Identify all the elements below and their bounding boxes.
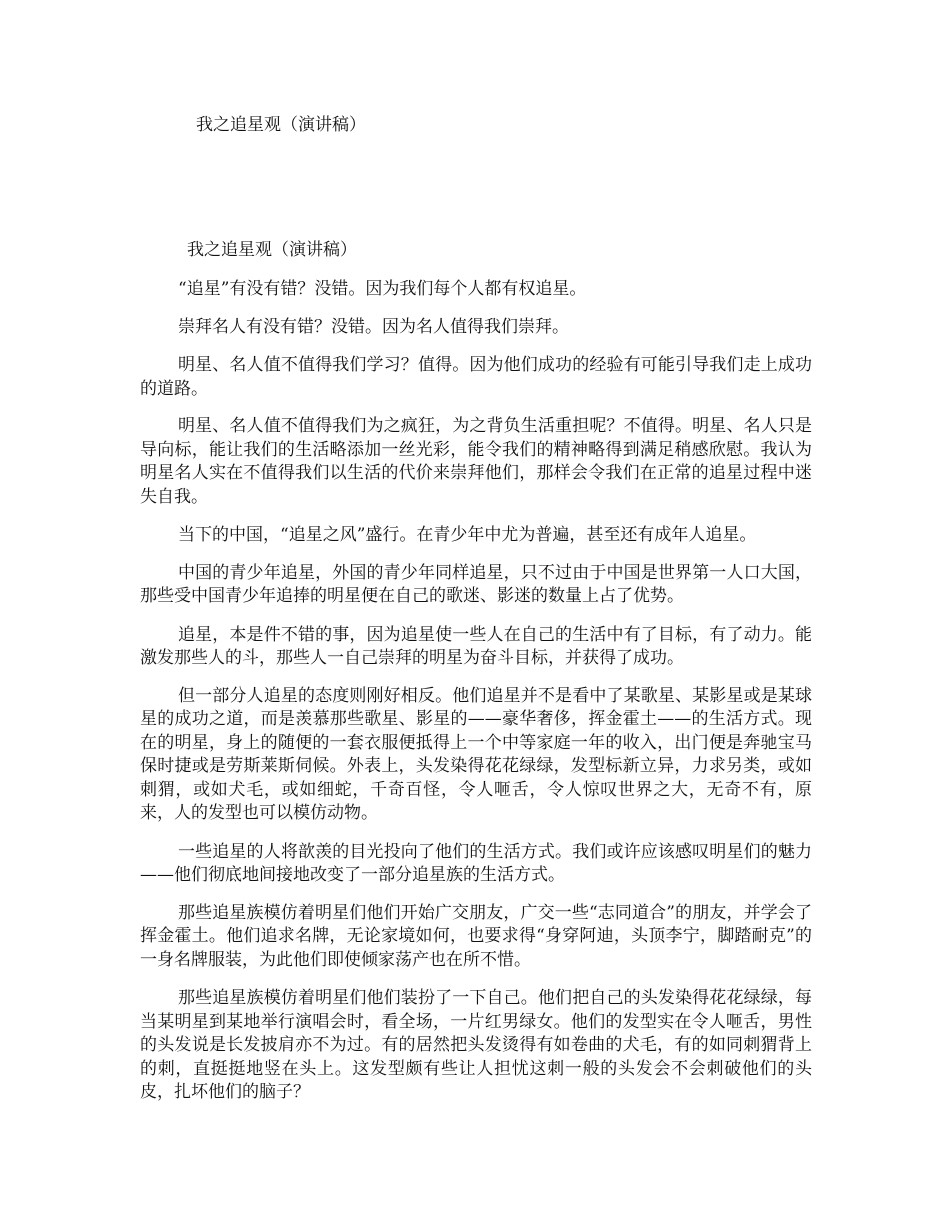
document-title-body: 我之追星观（演讲稿） [187,240,357,260]
document-title-top: 我之追星观（演讲稿） [196,115,366,135]
paragraph-3: 明星、名人值不值得我们学习？值得。因为他们成功的经验有可能引导我们走上成功的道路。 [140,355,812,399]
paragraph-5: 当下的中国，“追星之风”盛行。在青少年中尤为普遍，甚至还有成年人追星。 [178,525,757,545]
paragraph-1: “追星”有没有错？没错。因为我们每个人都有权追星。 [178,279,587,299]
paragraph-9: 一些追星的人将歆羡的目光投向了他们的生活方式。我们或许应该感叹明星们的魅力——他们彻底地间接地改变了一部分追星族的生活方式。 [140,841,812,885]
paragraph-8: 但一部分人追星的态度则刚好相反。他们追星并不是看中了某歌星、某影星或是某球星的成功之道，而是羡慕那些歌星、影星的——豪华奢侈，挥金霍土——的生活方式。现在的明星，身上的随便的一套衣服便抵得上一个中等家庭一年的收入，出门便是奔驰宝马保时捷或是劳斯莱斯伺候。外表上，头发染得花花绿绿，发型标新立异，力求另类，或如刺猬，或如犬毛，或如细蛇，千奇百怪，令人咂舌，令人惊叹世界之大，无奇不有，原来，人的发型也可以模仿动物。 [140,685,812,823]
paragraph-6: 中国的青少年追星，外国的青少年同样追星，只不过由于中国是世界第一人口大国，那些受中国青少年追捧的明星便在自己的歌迷、影迷的数量上占了优势。 [140,562,812,606]
paragraph-7: 追星，本是件不错的事，因为追星使一些人在自己的生活中有了目标，有了动力。能激发那些人的斗，那些人一自己崇拜的明星为奋斗目标，并获得了成功。 [140,624,812,668]
paragraph-10: 那些追星族模仿着明星们他们开始广交朋友，广交一些“志同道合”的朋友，并学会了挥金霍土。他们追求名牌，无论家境如何，也要求得“身穿阿迪，头顶李宁，脚踏耐克”的一身名牌服装，为此他们即使倾家荡产也在所不惜。 [140,902,812,970]
document-body [140,238,812,1105]
paragraph-2: 崇拜名人有没有错？没错。因为名人值得我们崇拜。 [178,316,569,337]
paragraph-4: 明星、名人值不值得我们为之疯狂，为之背负生活重担呢？不值得。明星、名人只是导向标，能让我们的生活略添加一丝光彩，能令我们的精神略得到满足稍感欣慰。我认为明星名人实在不值得我们以生活的代价来崇拜他们，那样会令我们在正常的追星过程中迷失自我。 [140,416,812,507]
paragraph-11: 那些追星族模仿着明星们他们装扮了一下自己。他们把自己的头发染得花花绿绿，每当某明星到某地举行演唱会时，看全场，一片红男绿女。他们的发型实在令人咂舌，男性的头发说是长发披肩亦不为过。有的居然把头发烫得有如卷曲的犬毛，有的如同刺猬背上的刺，直挺挺地竖在头上。这发型颇有些让人担忧这刺一般的头发会不会刺破他们的头皮，扎坏他们的脑子？ [140,988,812,1102]
